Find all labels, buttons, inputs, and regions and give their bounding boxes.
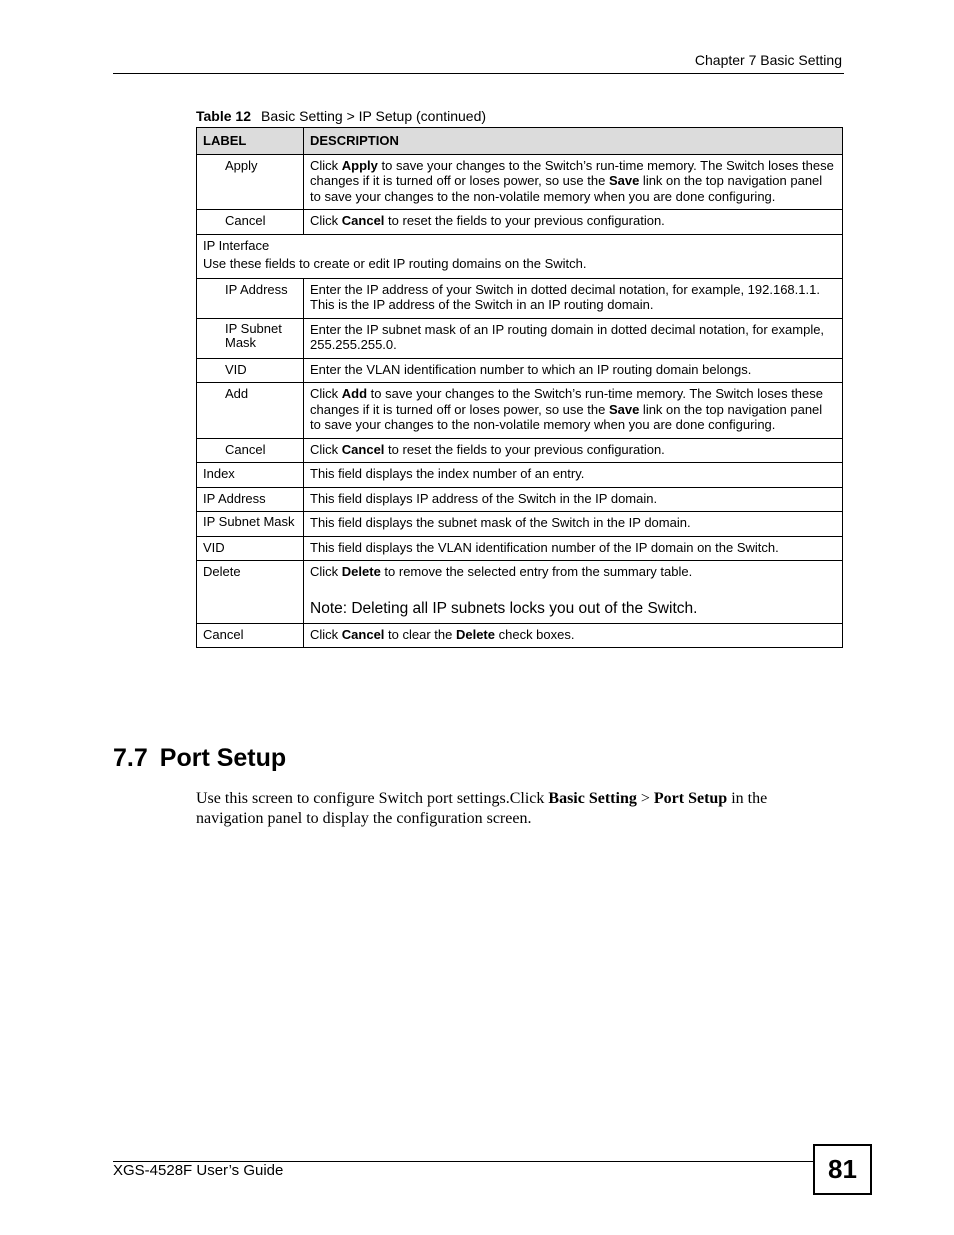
- row-label: IP Subnet Mask: [197, 318, 304, 358]
- row-description: This field displays IP address of the Switch in the IP domain.: [304, 487, 843, 512]
- row-label: VID: [197, 536, 304, 561]
- chapter-header: Chapter 7 Basic Setting: [694, 52, 842, 68]
- table-row-add: [197, 383, 843, 439]
- row-label: Cancel: [197, 438, 304, 463]
- row-label: IP Subnet Mask: [197, 512, 304, 537]
- table-caption-label: Table 12: [196, 108, 251, 124]
- table-row-vid: [197, 358, 843, 383]
- row-description: Click Cancel to reset the fields to your previous configuration.: [304, 210, 843, 235]
- ip-setup-table: [196, 127, 843, 648]
- table-row-apply: [197, 154, 843, 210]
- row-description: Click Cancel to clear the Delete check boxes.: [304, 623, 843, 648]
- table-caption-text: Basic Setting > IP Setup (continued): [261, 108, 487, 124]
- table-row-ip-address-display: [197, 487, 843, 512]
- table-header-row: [197, 128, 843, 155]
- row-section-heading: [197, 234, 843, 278]
- row-description: Click Delete to remove the selected entry from the summary table. Note: Deleting all IP subnets locks you out of the Switch.: [304, 561, 843, 624]
- row-description: This field displays the index number of an entry.: [304, 463, 843, 488]
- section-number: 7.7: [113, 744, 148, 772]
- table-row-delete: [197, 561, 843, 624]
- row-label: IP Address: [197, 487, 304, 512]
- section-title: Port Setup: [159, 744, 287, 772]
- table-row-cancel: [197, 438, 843, 463]
- col-header-description: DESCRIPTION: [304, 128, 843, 155]
- section-paragraph: Use this screen to configure Switch port settings.Click Basic Setting > Port Setup in the navigation panel to display the configuration screen.: [196, 790, 768, 827]
- section-heading: [113, 744, 286, 773]
- row-description: Click Add to save your changes to the Switch’s run-time memory. The Switch loses these changes if it is turned off or loses power, so use the Save link on the top navigation panel to save your changes to the non-volatile memory when you are done configuring.: [304, 383, 843, 439]
- row-label: Apply: [197, 154, 304, 210]
- table-row-cancel: [197, 210, 843, 235]
- table-row-ip-address: [197, 278, 843, 318]
- row-description: This field displays the VLAN identification number of the IP domain on the Switch.: [304, 536, 843, 561]
- table-row-ip-subnet-mask-display: [197, 512, 843, 537]
- section-row-title: IP Interface: [203, 237, 270, 253]
- row-description: Enter the IP address of your Switch in dotted decimal notation, for example, 192.168.1.1. This is the IP address of the Switch in an IP routing domain.: [304, 278, 843, 318]
- col-header-label: LABEL: [197, 128, 304, 155]
- row-description: Enter the VLAN identification number to which an IP routing domain belongs.: [304, 358, 843, 383]
- row-description: Click Apply to save your changes to the Switch’s run-time memory. The Switch loses these changes if it is turned off or loses power, so use the Save link on the top navigation panel to save your changes to the non-volatile memory when you are done configuring.: [304, 154, 843, 210]
- row-description: This field displays the subnet mask of the Switch in the IP domain.: [304, 512, 843, 537]
- header-rule: [113, 73, 844, 74]
- table-row-ip-subnet-mask: [197, 318, 843, 358]
- row-label: IP Address: [197, 278, 304, 318]
- table-row-index: [197, 463, 843, 488]
- table-row-ip-interface: [197, 234, 843, 278]
- delete-note: Note: Deleting all IP subnets locks you out of the Switch.: [310, 599, 698, 617]
- row-description: Enter the IP subnet mask of an IP routing domain in dotted decimal notation, for example, 255.255.255.0.: [304, 318, 843, 358]
- row-label: VID: [197, 358, 304, 383]
- row-description: Click Cancel to reset the fields to your previous configuration.: [304, 438, 843, 463]
- row-label: Cancel: [197, 623, 304, 648]
- row-label: Cancel: [197, 210, 304, 235]
- row-label: Add: [197, 383, 304, 439]
- row-label: Delete: [197, 561, 304, 624]
- footer-guide-title: XGS-4528F User’s Guide: [113, 1162, 284, 1179]
- table-row-vid-display: [197, 536, 843, 561]
- table-row-cancel-delete: [197, 623, 843, 648]
- table-caption: [196, 108, 486, 124]
- section-row-text: Use these fields to create or edit IP routing domains on the Switch.: [203, 256, 587, 271]
- page-number: 81: [813, 1144, 872, 1195]
- row-label: Index: [197, 463, 304, 488]
